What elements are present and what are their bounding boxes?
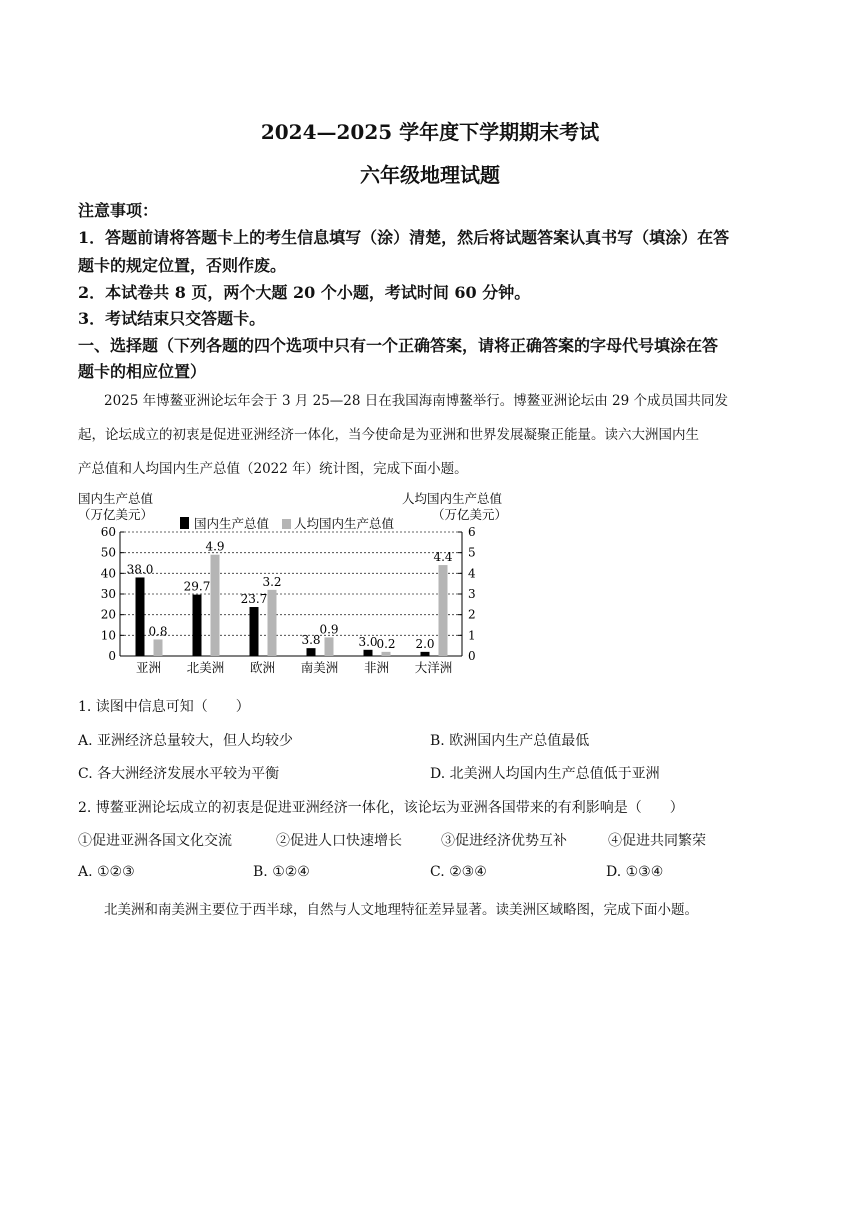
notes-heading: 注意事项： xyxy=(78,201,159,220)
data-label-gdp-1: 29.7 xyxy=(183,579,211,594)
right-axis-label: （万亿美元） xyxy=(432,507,508,522)
note-2: 2．本试卷共 8 页，两个大题 20 个小题，考试时间 60 分钟。 xyxy=(78,283,531,302)
q2-option-a[interactable]: A. ①②③ xyxy=(78,864,135,880)
right-axis-label: 人均国内生产总值 xyxy=(402,491,503,506)
category-label-5: 大洋洲 xyxy=(414,660,453,675)
category-label-4: 非洲 xyxy=(363,660,390,675)
left-tick-label: 30 xyxy=(100,587,116,601)
left-tick-label: 60 xyxy=(100,525,116,539)
data-label-per-capita-2: 3.2 xyxy=(262,574,282,589)
q1-option-c[interactable]: C. 各大洲经济发展水平较为平衡 xyxy=(78,766,280,782)
note-3: 3．考试结束只交答题卡。 xyxy=(78,309,266,328)
bar-per-capita-2 xyxy=(268,590,277,656)
right-tick-label: 0 xyxy=(468,649,476,663)
q2-option-b[interactable]: B. ①②④ xyxy=(253,864,310,880)
section-1-heading-line-2: 题卡的相应位置） xyxy=(78,362,207,381)
bar-per-capita-1 xyxy=(211,555,220,656)
note-1-line-2: 题卡的规定位置，否则作废。 xyxy=(78,256,287,275)
bar-gdp-1 xyxy=(193,595,202,656)
right-tick-label: 1 xyxy=(468,628,476,643)
right-tick-label: 6 xyxy=(468,525,476,539)
left-tick-label: 10 xyxy=(100,628,116,643)
bar-per-capita-0 xyxy=(154,639,163,656)
q1-stem: 1. 读图中信息可知（ ） xyxy=(78,699,250,715)
legend-swatch-gdp xyxy=(180,517,189,529)
data-label-per-capita-3: 0.9 xyxy=(319,622,339,637)
left-tick-label: 50 xyxy=(100,545,116,560)
legend-label-gdp: 国内生产总值 xyxy=(194,516,270,531)
data-label-gdp-3: 3.8 xyxy=(301,633,321,648)
section-1-heading-line-1: 一、选择题（下列各题的四个选项中只有一个正确答案，请将正确答案的字母代号填涂在答 xyxy=(78,336,719,355)
category-label-3: 南美洲 xyxy=(300,660,339,675)
q1-option-b[interactable]: B. 欧洲国内生产总值最低 xyxy=(430,733,590,749)
legend-swatch-per-capita xyxy=(282,519,291,529)
data-label-gdp-2: 23.7 xyxy=(240,592,268,607)
passage-1-line-1: 2025 年博鳌亚洲论坛年会于 3 月 25—28 日在我国海南博鳌举行。博鳌亚洲论坛由 29 个成员国共同发 xyxy=(104,393,729,409)
q1-option-a[interactable]: A. 亚洲经济总量较大，但人均较少 xyxy=(78,733,294,749)
bar-gdp-4 xyxy=(364,650,373,656)
data-label-per-capita-4: 0.2 xyxy=(376,636,396,651)
bar-gdp-0 xyxy=(136,577,145,656)
q2-statement-1: ①促进亚洲各国文化交流 xyxy=(78,833,232,849)
q2-statement-4: ④促进共同繁荣 xyxy=(608,833,706,849)
left-axis-label: （万亿美元） xyxy=(78,507,154,522)
passage-1-line-3: 产总值和人均国内生产总值（2022 年）统计图，完成下面小题。 xyxy=(78,461,468,477)
legend-label-per-capita: 人均国内生产总值 xyxy=(294,516,395,531)
exam-title: 2024—2025 学年度下学期期末考试 xyxy=(260,120,600,144)
q2-option-c[interactable]: C. ②③④ xyxy=(430,864,487,880)
data-label-gdp-5: 2.0 xyxy=(415,636,435,651)
q1-option-d[interactable]: D. 北美洲人均国内生产总值低于亚洲 xyxy=(430,766,660,782)
exam-subtitle: 六年级地理试题 xyxy=(360,163,500,187)
q2-stem: 2. 博鳌亚洲论坛成立的初衷是促进亚洲经济一体化，该论坛为亚洲各国带来的有利影响是（ ） xyxy=(78,800,684,816)
left-axis-label: 国内生产总值 xyxy=(78,491,154,506)
note-1-line-1: 1．答题前请将答题卡上的考生信息填写（涂）清楚，然后将试题答案认真书写（填涂）在答 xyxy=(78,228,730,247)
bar-gdp-2 xyxy=(250,607,259,656)
category-label-0: 亚洲 xyxy=(135,660,162,675)
bar-gdp-5 xyxy=(421,652,430,656)
right-tick-label: 3 xyxy=(468,587,476,601)
gdp-chart xyxy=(70,488,520,680)
bar-per-capita-5 xyxy=(439,565,448,656)
right-tick-label: 2 xyxy=(468,607,476,622)
left-tick-label: 0 xyxy=(108,649,116,663)
category-label-1: 北美洲 xyxy=(186,660,225,675)
bar-per-capita-4 xyxy=(382,652,391,656)
bar-per-capita-3 xyxy=(325,637,334,656)
passage-1-line-2: 起，论坛成立的初衷是促进亚洲经济一体化，当今使命是为亚洲和世界发展凝聚正能量。读六大洲国内生 xyxy=(78,427,699,443)
q2-statement-2: ②促进人口快速增长 xyxy=(276,833,402,849)
data-label-per-capita-1: 4.9 xyxy=(205,539,225,554)
left-tick-label: 40 xyxy=(100,566,116,581)
left-tick-label: 20 xyxy=(100,607,116,622)
chart-root xyxy=(78,491,507,675)
data-label-gdp-4: 3.0 xyxy=(358,634,378,649)
bar-gdp-3 xyxy=(307,648,316,656)
q2-statement-3: ③促进经济优势互补 xyxy=(441,833,567,849)
category-label-2: 欧洲 xyxy=(249,660,276,675)
right-tick-label: 4 xyxy=(468,566,476,581)
data-label-per-capita-5: 4.4 xyxy=(433,550,453,565)
data-label-gdp-0: 38.0 xyxy=(126,562,154,577)
passage-2-line-1: 北美洲和南美洲主要位于西半球，自然与人文地理特征差异显著。读美洲区域略图，完成下面小题。 xyxy=(104,902,698,918)
right-tick-label: 5 xyxy=(468,545,476,560)
q2-option-d[interactable]: D. ①③④ xyxy=(606,864,664,880)
data-label-per-capita-0: 0.8 xyxy=(148,624,168,639)
